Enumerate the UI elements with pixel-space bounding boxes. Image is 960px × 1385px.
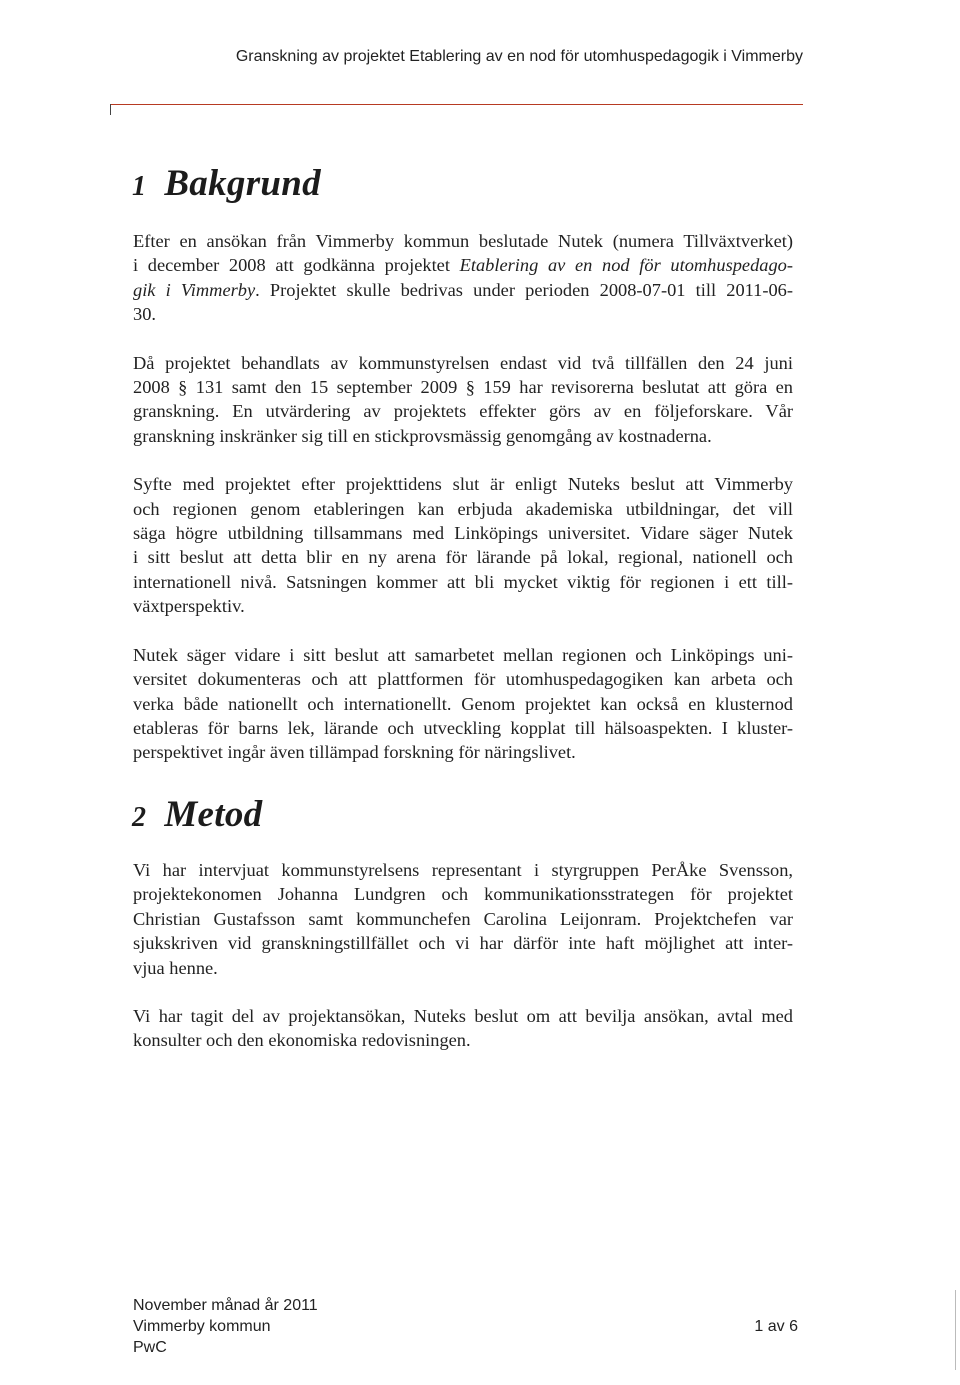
scan-edge-mark: [955, 1290, 956, 1370]
text-line: granskning inskränker sig till en stickprovsmässig genomgång av kostnaderna.: [133, 425, 712, 446]
project-title-italic: Etablering av en nod för utomhuspedago-: [459, 255, 793, 276]
footer-date: November månad år 2011: [133, 1297, 318, 1314]
text-line: [133, 278, 793, 302]
text-run: i december 2008 att godkänna projektet: [133, 255, 460, 276]
text-line: granskning. En utvärdering av projektets effekter görs av en följeforskare. Vår: [133, 401, 793, 422]
section-heading-metod: [132, 793, 262, 836]
section-title: Metod: [164, 794, 263, 835]
text-line: vjua henne.: [133, 957, 218, 978]
section-number: 2: [132, 802, 147, 833]
header-rule-tick: [110, 104, 111, 115]
paragraph: [133, 351, 793, 449]
section-title: Bakgrund: [164, 163, 321, 204]
page-footer: [133, 1295, 798, 1358]
text-line: 30.: [133, 304, 156, 325]
paragraph: [133, 229, 793, 327]
section-heading-bakgrund: [132, 162, 321, 205]
paragraph: [133, 1004, 793, 1053]
text-line: 2008 § 131 samt den 15 september 2009 § 159 har revisorerna beslutat att göra en: [133, 377, 793, 398]
running-header: Granskning av projektet Etablering av en nod för utomhuspedagogik i Vimmerby: [235, 48, 803, 65]
text-line: etableras för barns lek, lärande och utveckling kopplat till hälsoaspekten. I kluster-: [133, 717, 793, 738]
text-line: [133, 253, 793, 277]
text-line: Vi har intervjuat kommunstyrelsens representant i styrgruppen PerÅke Svensson,: [133, 860, 793, 880]
text-line: Efter en ansökan från Vimmerby kommun beslutade Nutek (numera Tillväxtverket): [133, 231, 793, 251]
text-line: konsulter och den ekonomiska redovisningen.: [133, 1030, 471, 1051]
text-line: internationell nivå. Satsningen kommer att bli mycket viktig för regionen i ett till-: [133, 571, 793, 592]
text-line: och regionen genom etableringen kan erbjuda akademiska utbildningar, det vill: [133, 498, 793, 519]
text-line: säga högre utbildning tillsammans med Linköpings universitet. Vidare säger Nutek: [133, 523, 793, 544]
text-line: versitet dokumenteras och att plattformen för utomhuspedagogiken kan arbeta och: [133, 669, 793, 690]
text-line: Då projektet behandlats av kommunstyrelsen endast vid två tillfällen den 24 juni: [133, 352, 793, 373]
text-line: sjukskriven vid granskningstillfället och vi har därför inte haft möjlighet att inter-: [133, 933, 793, 954]
text-line: Syfte med projektet efter projekttidens slut är enligt Nuteks beslut att Vimmerby: [133, 474, 793, 495]
page-number: 1 av 6: [754, 1318, 798, 1335]
text-line: perspektivet ingår även tillämpad forskning för näringslivet.: [133, 742, 576, 763]
text-run: . Projektet skulle bedrivas under perioden 2008-07-01 till 2011-06-: [255, 279, 793, 300]
text-line: projektekonomen Johanna Lundgren och kommunikationsstrategen för projektet: [133, 884, 793, 905]
paragraph: [133, 472, 793, 618]
header-rule: [110, 104, 803, 105]
footer-organization: Vimmerby kommun: [133, 1318, 271, 1335]
paragraph: [133, 858, 793, 980]
footer-firm: PwC: [133, 1339, 167, 1356]
project-title-italic: gik i Vimmerby: [133, 279, 256, 300]
section-body-bakgrund: [133, 229, 793, 765]
text-line: Christian Gustafsson samt kommunchefen Carolina Leijonram. Projektchefen var: [133, 908, 793, 929]
text-line: Vi har tagit del av projektansökan, Nuteks beslut om att bevilja ansökan, avtal med: [133, 1006, 793, 1027]
section-number: 1: [132, 171, 147, 202]
text-line: Nutek säger vidare i sitt beslut att samarbetet mellan regionen och Linköpings uni-: [133, 644, 793, 665]
text-line: i sitt beslut att detta blir en ny arena för lärande på lokal, regional, nationell och: [133, 547, 793, 568]
text-line: verka både nationellt och internationellt. Genom projektet kan också en klusternod: [133, 693, 793, 714]
paragraph: [133, 643, 793, 765]
section-body-metod: [133, 858, 793, 1053]
text-line: växtperspektiv.: [133, 596, 245, 617]
